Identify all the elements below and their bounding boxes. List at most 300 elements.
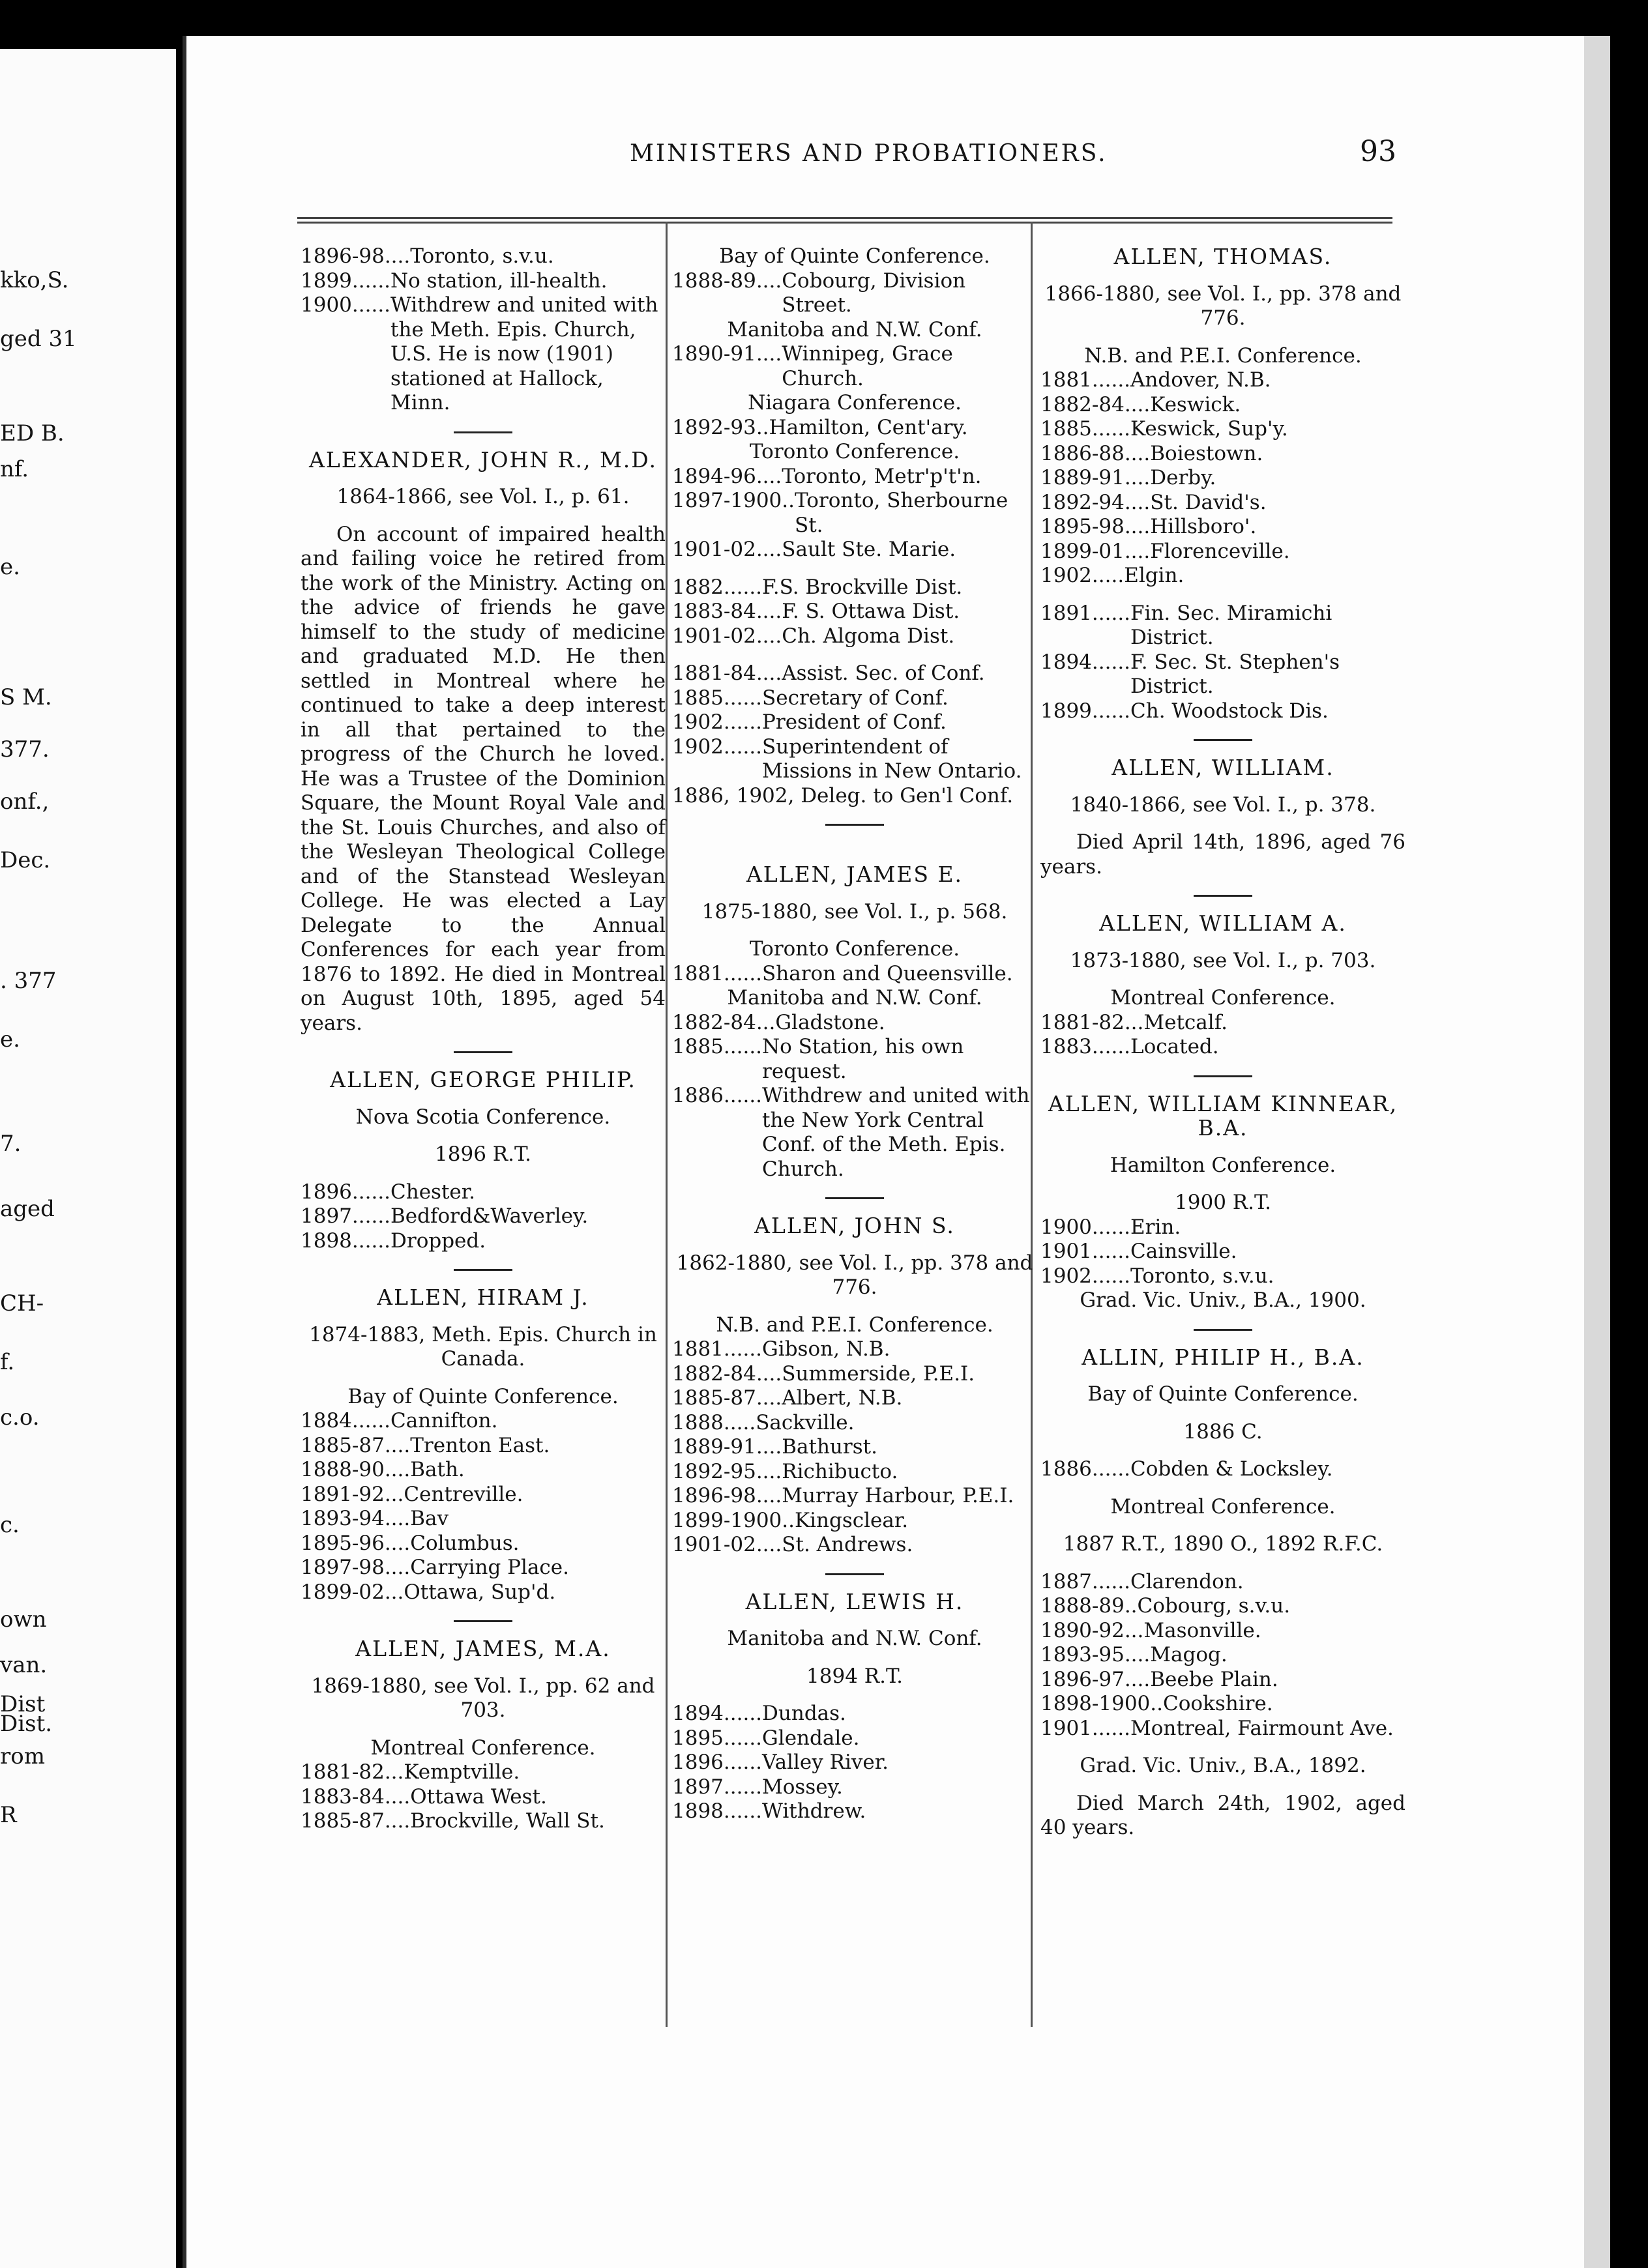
- leader-dots: ......: [1091, 417, 1131, 441]
- volume-reference: 1864-1866, see Vol. I., p. 61.: [336, 485, 630, 508]
- station-entry: [1040, 393, 1405, 418]
- volume-reference: 1875-1880, see Vol. I., p. 568.: [701, 899, 1008, 923]
- entry-year: 1902: [672, 734, 724, 759]
- entry-place: Withdrew and united with the Meth. Epis. Church, U.S. He is now (1901) stationed at Hallock, Minn.: [390, 293, 658, 414]
- station-entry: [1040, 1457, 1405, 1482]
- entry-place: Keswick, Sup'y.: [1130, 417, 1288, 441]
- entry-year: 1897: [672, 1775, 724, 1799]
- leader-dots: ......: [1091, 1457, 1131, 1481]
- conference-heading: Toronto Conference.: [749, 937, 960, 961]
- death-note: Died March 24th, 1902, aged 40 years.: [1040, 1791, 1405, 1839]
- station-entry: [301, 269, 666, 294]
- station-entry: [301, 1760, 666, 1785]
- conference-heading: Bay of Quinte Conference.: [719, 244, 990, 268]
- conference-heading: Bay of Quinte Conference.: [347, 1384, 619, 1408]
- entry-year: 1882-84: [672, 1361, 756, 1386]
- leader-dots: ......: [1091, 1215, 1131, 1239]
- entry-year: 1890-92: [1040, 1618, 1125, 1642]
- entry-year: 1883-84: [301, 1784, 385, 1809]
- station-entry: [301, 1458, 666, 1483]
- entry-place: Mossey.: [762, 1775, 843, 1799]
- note: 1874-1883, Meth. Epis. Church in Canada.: [309, 1322, 657, 1371]
- leader-dots: ....: [384, 1531, 411, 1555]
- entry-place: Toronto, Sherbourne St.: [794, 489, 1008, 537]
- station-entry: [301, 1229, 666, 1254]
- entry-place: Bedford&Waverley.: [390, 1204, 589, 1228]
- entry-year: 1897-98: [301, 1556, 385, 1579]
- leader-dots: ..: [1150, 1692, 1163, 1715]
- entry-year: 1883: [1040, 1035, 1092, 1058]
- station-entry: [301, 293, 666, 416]
- leader-dots: ......: [723, 1799, 763, 1823]
- left-page-fragment: Dist: [0, 1691, 46, 1717]
- station-entry: [672, 1411, 1037, 1436]
- entry-place: No Station, his own request.: [762, 1035, 964, 1083]
- entry-year: 1897: [301, 1204, 352, 1228]
- entry-year: 1886: [672, 1084, 724, 1107]
- entry-place: Andover, N.B.: [1130, 368, 1271, 392]
- leader-dots: ......: [351, 1180, 391, 1204]
- left-page-fragment: 7.: [0, 1131, 22, 1157]
- leader-dots: ....: [756, 1386, 782, 1410]
- entry-place: St. Andrews.: [782, 1533, 913, 1556]
- entry-place: Derby.: [1150, 466, 1216, 489]
- entry-place: Sharon and Queensville.: [762, 961, 1013, 985]
- entry-year: 1885: [1040, 417, 1092, 441]
- leader-dots: ....: [1124, 1643, 1151, 1666]
- delegation-line: 1886, 1902, Deleg. to Gen'l Conf.: [672, 783, 1014, 807]
- entry-place: Cainsville.: [1130, 1240, 1237, 1263]
- page-header: [186, 135, 1608, 186]
- status-line: 1900 R.T.: [1175, 1191, 1271, 1214]
- book-page: [183, 36, 1604, 2268]
- entry-year: 1896-97: [1040, 1667, 1125, 1691]
- entry-place: Clarendon.: [1130, 1569, 1244, 1593]
- entry-separator: [1194, 739, 1252, 741]
- station-entry: [1040, 650, 1405, 699]
- leader-dots: ......: [1091, 1569, 1131, 1593]
- entry-name: ALLEN, JAMES, M.A.: [355, 1636, 611, 1661]
- leader-dots: ....: [1124, 515, 1151, 538]
- station-entry: [1040, 1011, 1405, 1036]
- status-line: 1894 R.T.: [806, 1664, 903, 1688]
- leader-dots: ......: [723, 575, 763, 599]
- leader-dots: ....: [756, 1533, 782, 1556]
- entry-year: 1888-89: [672, 269, 756, 293]
- entry-place: Toronto, s.v.u.: [1130, 1264, 1274, 1288]
- column-divider: [666, 222, 668, 2027]
- entry-year: 1882-84: [672, 1010, 756, 1034]
- entry-year: 1885-87: [672, 1386, 756, 1410]
- left-page-margin: [0, 49, 176, 2268]
- leader-dots: .....: [1091, 564, 1125, 587]
- station-entry: [301, 1434, 666, 1459]
- conference-heading: Bay of Quinte Conference.: [1087, 1382, 1359, 1406]
- entry-name: ALLIN, PHILIP H., B.A.: [1082, 1344, 1364, 1370]
- conference-heading: Niagara Conference.: [748, 391, 962, 414]
- leader-dots: ....: [1124, 466, 1151, 489]
- entry-year: 1881-84: [672, 662, 756, 685]
- entry-year: 1881: [672, 1337, 724, 1361]
- entry-year: 1902: [1040, 1264, 1092, 1288]
- leader-dots: ....: [1124, 441, 1151, 465]
- entry-year: 1893-95: [1040, 1643, 1125, 1666]
- leader-dots: .....: [723, 1410, 756, 1434]
- leader-dots: ......: [723, 1337, 763, 1361]
- entry-year: 1895-98: [1040, 515, 1125, 538]
- leader-dots: ......: [723, 734, 763, 759]
- leader-dots: ....: [756, 1484, 782, 1507]
- status-line: 1887 R.T., 1890 O., 1892 R.F.C.: [1063, 1532, 1383, 1556]
- entry-place: Cookshire.: [1162, 1692, 1273, 1715]
- entry-year: 1885-87: [301, 1809, 385, 1833]
- entry-year: 1902: [672, 710, 724, 734]
- leader-dots: ....: [1124, 490, 1151, 514]
- station-entry: [672, 1011, 1037, 1036]
- volume-reference: 1862-1880, see Vol. I., pp. 378 and 776.: [676, 1251, 1033, 1299]
- entry-year: 1899: [1040, 699, 1092, 723]
- conference-heading: N.B. and P.E.I. Conference.: [716, 1313, 993, 1337]
- left-page-fragment: c.: [0, 1512, 20, 1538]
- entry-year: 1899-1900: [672, 1508, 782, 1532]
- entry-place: Ch. Woodstock Dis.: [1130, 699, 1329, 723]
- entry-place: Metcalf.: [1143, 1010, 1228, 1034]
- station-entry: [301, 1409, 666, 1434]
- entry-place: Bav: [410, 1507, 449, 1530]
- left-page-fragment: e.: [0, 1026, 20, 1053]
- entry-name: ALLEN, JOHN S.: [754, 1213, 955, 1238]
- left-page-fragment: Dist.: [0, 1711, 53, 1737]
- leader-dots: ...: [384, 1760, 404, 1784]
- conference-heading: Manitoba and N.W. Conf.: [727, 317, 982, 342]
- leader-dots: ......: [351, 293, 391, 317]
- leader-dots: ..: [756, 415, 769, 439]
- conference-heading: Manitoba and N.W. Conf.: [727, 986, 982, 1010]
- entry-year: 1898: [301, 1228, 352, 1253]
- entry-place: Secretary of Conf.: [762, 686, 949, 710]
- leader-dots: ....: [756, 600, 782, 623]
- leader-dots: ......: [723, 1775, 763, 1799]
- entry-year: 1888-90: [301, 1458, 385, 1481]
- station-entry: [672, 962, 1037, 987]
- entry-place: Cobourg, s.v.u.: [1137, 1594, 1291, 1618]
- leader-dots: ....: [384, 1507, 411, 1530]
- entry-place: Valley River.: [762, 1751, 889, 1774]
- leader-dots: ...: [384, 1482, 404, 1506]
- leader-dots: ....: [756, 464, 782, 488]
- leader-dots: ....: [756, 342, 782, 366]
- station-entry: [672, 735, 1037, 784]
- station-entry: [672, 624, 1037, 649]
- leader-dots: ......: [723, 1751, 763, 1774]
- entry-place: Carrying Place.: [410, 1556, 569, 1579]
- entry-place: Located.: [1130, 1035, 1219, 1058]
- station-entry: [1040, 466, 1405, 491]
- volume-reference: 1866-1880, see Vol. I., pp. 378 and 776.: [1044, 282, 1402, 330]
- station-entry: [301, 1180, 666, 1205]
- leader-dots: ....: [384, 1784, 411, 1809]
- leader-dots: ......: [1091, 601, 1131, 625]
- leader-dots: ....: [756, 624, 782, 648]
- entry-place: Magog.: [1150, 1643, 1228, 1666]
- leader-dots: ..: [782, 1508, 795, 1532]
- running-title: MINISTERS AND PROBATIONERS.: [630, 140, 1108, 167]
- leader-dots: ......: [351, 1409, 391, 1432]
- station-entry: [672, 342, 1037, 391]
- station-entry: [672, 489, 1037, 538]
- station-entry: [672, 686, 1037, 711]
- conference-heading: Montreal Conference.: [1110, 986, 1336, 1010]
- station-entry: [1040, 368, 1405, 393]
- entry-place: Centreville.: [404, 1482, 523, 1506]
- leader-dots: ......: [723, 1035, 763, 1058]
- volume-reference: 1869-1880, see Vol. I., pp. 62 and 703.: [311, 1674, 655, 1722]
- station-entry: [672, 1484, 1037, 1509]
- leader-dots: ....: [384, 1433, 411, 1457]
- entry-place: President of Conf.: [762, 710, 947, 734]
- left-page-fragment: ged 31: [0, 326, 77, 352]
- entry-place: F. S. Ottawa Dist.: [782, 600, 960, 623]
- status-line: 1886 C.: [1183, 1419, 1263, 1444]
- column-1: [301, 244, 666, 1834]
- left-page-fragment: R: [0, 1802, 17, 1828]
- entry-place: F.S. Brockville Dist.: [762, 575, 963, 599]
- entry-year: 1901-02: [672, 624, 756, 648]
- station-entry: [1040, 1215, 1405, 1240]
- entry-year: 1902: [1040, 564, 1092, 587]
- page-edge: [1584, 36, 1610, 2268]
- entry-place: No station, ill-health.: [390, 269, 608, 293]
- station-entry: [301, 1809, 666, 1834]
- status-line: 1896 R.T.: [435, 1142, 531, 1166]
- entry-year: 1895: [672, 1726, 724, 1750]
- leader-dots: ......: [723, 1084, 763, 1107]
- left-page-fragment: rom: [0, 1743, 45, 1769]
- graduation-note: Grad. Vic. Univ., B.A., 1900.: [1080, 1288, 1366, 1312]
- entry-year: 1900: [301, 293, 352, 317]
- conference-heading: N.B. and P.E.I. Conference.: [1084, 343, 1362, 368]
- station-entry: [672, 1775, 1037, 1800]
- entry-place: Assist. Sec. of Conf.: [782, 662, 985, 685]
- leader-dots: ....: [756, 1361, 782, 1386]
- leader-dots: ......: [1091, 368, 1131, 392]
- entry-place: Sackville.: [756, 1410, 855, 1434]
- page-number: 93: [1360, 135, 1396, 168]
- left-page-fragment: . 377: [0, 968, 57, 994]
- header-rule-2: [297, 222, 1392, 224]
- leader-dots: ....: [756, 538, 782, 561]
- station-entry: [1040, 515, 1405, 540]
- entry-separator: [825, 824, 884, 826]
- station-entry: [1040, 564, 1405, 589]
- entry-name: ALLEN, WILLIAM KINNEAR, B.A.: [1048, 1090, 1398, 1141]
- entry-name: ALLEN, HIRAM J.: [377, 1285, 589, 1310]
- entry-year: 1896: [672, 1751, 724, 1774]
- left-page-fragment: e.: [0, 554, 20, 580]
- station-entry: [1040, 1717, 1405, 1741]
- station-entry: [1040, 1692, 1405, 1717]
- entry-year: 1887: [1040, 1569, 1092, 1593]
- leader-dots: ......: [723, 1702, 763, 1725]
- conference-heading: Montreal Conference.: [370, 1736, 596, 1760]
- left-page-fragment: aged: [0, 1196, 55, 1222]
- leader-dots: ...: [1124, 1010, 1144, 1034]
- entry-place: F. Sec. St. Stephen's District.: [1130, 650, 1340, 698]
- entry-year: 1896-98: [301, 244, 385, 268]
- leader-dots: ...: [384, 1580, 404, 1604]
- station-entry: [672, 1035, 1037, 1084]
- leader-dots: ....: [384, 1458, 411, 1481]
- leader-dots: ......: [723, 961, 763, 985]
- station-entry: [1040, 1240, 1405, 1264]
- entry-place: Gibson, N.B.: [762, 1337, 890, 1361]
- entry-place: Bathurst.: [782, 1435, 877, 1459]
- left-page-fragment: kko,S.: [0, 267, 69, 293]
- left-page-fragment: S M.: [0, 684, 52, 710]
- conference-heading: Toronto Conference.: [749, 440, 960, 463]
- station-entry: [1040, 1668, 1405, 1693]
- entry-place: Superintendent of Missions in New Ontario.: [762, 734, 1022, 783]
- station-entry: [1040, 1035, 1405, 1060]
- entry-place: Masonville.: [1143, 1618, 1261, 1642]
- entry-year: 1896-98: [672, 1484, 756, 1507]
- conference-heading: Manitoba and N.W. Conf.: [727, 1627, 982, 1650]
- entry-year: 1899-02: [301, 1580, 385, 1604]
- station-entry: [1040, 442, 1405, 467]
- left-page-fragment: CH-: [0, 1290, 44, 1316]
- entry-name: ALLEN, JAMES E.: [746, 862, 964, 887]
- station-entry: [301, 1556, 666, 1580]
- entry-place: Sault Ste. Marie.: [782, 538, 956, 561]
- station-entry: [672, 575, 1037, 600]
- entry-year: 1901-02: [672, 1533, 756, 1556]
- leader-dots: ......: [723, 1726, 763, 1750]
- leader-dots: ......: [351, 1228, 391, 1253]
- station-entry: [1040, 699, 1405, 724]
- entry-year: 1896: [301, 1180, 352, 1204]
- entry-place: Cobourg, Division Street.: [782, 269, 966, 317]
- station-entry: [1040, 491, 1405, 516]
- station-entry: [301, 244, 666, 269]
- entry-year: 1901: [1040, 1716, 1092, 1740]
- entry-name: ALLEN, GEORGE PHILIP.: [330, 1067, 636, 1092]
- leader-dots: ..: [782, 489, 795, 512]
- left-page-fragment: c.o.: [0, 1404, 40, 1431]
- station-entry: [1040, 540, 1405, 564]
- entry-place: Ottawa West.: [410, 1784, 547, 1809]
- entry-year: 1898: [672, 1799, 724, 1823]
- entry-place: Dundas.: [762, 1702, 846, 1725]
- leader-dots: ......: [1091, 1264, 1131, 1288]
- entry-name: ALLEN, WILLIAM A.: [1099, 910, 1347, 936]
- entry-year: 1886: [1040, 1457, 1092, 1481]
- entry-year: 1882: [672, 575, 724, 599]
- station-entry: [672, 1702, 1037, 1726]
- leader-dots: ......: [723, 710, 763, 734]
- entry-place: Toronto, Metr'p't'n.: [782, 464, 982, 488]
- entry-separator: [454, 431, 512, 433]
- entry-year: 1899-01: [1040, 539, 1125, 563]
- entry-year: 1893-94: [301, 1507, 385, 1530]
- entry-year: 1892-93: [672, 415, 756, 439]
- entry-separator: [454, 1620, 512, 1622]
- station-entry: [1040, 1619, 1405, 1644]
- entry-year: 1881: [1040, 368, 1092, 392]
- leader-dots: ......: [1091, 1035, 1131, 1058]
- entry-place: Keswick.: [1150, 392, 1241, 416]
- station-entry: [301, 1483, 666, 1507]
- entry-year: 1894: [672, 1702, 724, 1725]
- volume-reference: 1873-1880, see Vol. I., p. 703.: [1070, 948, 1376, 972]
- station-entry: [672, 710, 1037, 735]
- entry-year: 1882-84: [1040, 392, 1125, 416]
- left-page-fragment: ED B.: [0, 420, 65, 446]
- volume-reference: 1840-1866, see Vol. I., p. 378.: [1070, 792, 1376, 817]
- left-page-fragment: Dec.: [0, 847, 51, 873]
- station-entry: [672, 600, 1037, 624]
- entry-separator: [1194, 1075, 1252, 1077]
- entry-place: Withdrew.: [762, 1799, 866, 1823]
- entry-place: Toronto, s.v.u.: [410, 244, 554, 268]
- leader-dots: ......: [351, 1204, 391, 1228]
- leader-dots: ......: [1091, 1240, 1131, 1263]
- entry-separator: [454, 1051, 512, 1053]
- entry-place: Hillsboro'.: [1150, 515, 1257, 538]
- station-entry: [672, 416, 1037, 441]
- leader-dots: ..: [1124, 1594, 1138, 1618]
- station-entry: [301, 1507, 666, 1532]
- entry-separator: [454, 1269, 512, 1271]
- entry-place: Bath.: [410, 1458, 465, 1481]
- station-entry: [672, 1509, 1037, 1534]
- entry-year: 1885: [672, 1035, 724, 1058]
- leader-dots: ....: [1124, 539, 1151, 563]
- entry-year: 1900: [1040, 1215, 1092, 1239]
- station-entry: [672, 1337, 1037, 1362]
- station-entry: [672, 1726, 1037, 1751]
- leader-dots: ....: [384, 244, 411, 268]
- conference-heading: Nova Scotia Conference.: [355, 1105, 611, 1129]
- station-entry: [1040, 602, 1405, 650]
- entry-year: 1889-91: [1040, 466, 1125, 489]
- left-page-fragment: 377.: [0, 736, 50, 763]
- conference-heading: Hamilton Conference.: [1110, 1153, 1336, 1177]
- graduation-note: Grad. Vic. Univ., B.A., 1892.: [1080, 1754, 1366, 1777]
- entry-separator: [1194, 895, 1252, 897]
- entry-place: Murray Harbour, P.E.I.: [782, 1484, 1014, 1507]
- entry-year: 1888-89: [1040, 1594, 1125, 1618]
- station-entry: [672, 1751, 1037, 1775]
- leader-dots: ....: [756, 1435, 782, 1459]
- entry-year: 1883-84: [672, 600, 756, 623]
- entry-year: 1885: [672, 686, 724, 710]
- leader-dots: ....: [384, 1809, 411, 1833]
- entry-year: 1901-02: [672, 538, 756, 561]
- station-entry: [301, 1580, 666, 1605]
- entry-year: 1881-82: [301, 1760, 385, 1784]
- entry-place: Boiestown.: [1150, 441, 1263, 465]
- entry-year: 1891-92: [301, 1482, 385, 1506]
- entry-name: ALLEN, THOMAS.: [1113, 244, 1332, 269]
- left-page-fragment: nf.: [0, 456, 29, 482]
- entry-year: 1892-95: [672, 1459, 756, 1483]
- entry-place: Albert, N.B.: [782, 1386, 903, 1410]
- leader-dots: ......: [1091, 650, 1131, 674]
- entry-place: Dropped.: [390, 1228, 486, 1253]
- entry-separator: [1194, 1329, 1252, 1331]
- station-entry: [672, 1362, 1037, 1387]
- entry-separator: [825, 1197, 884, 1199]
